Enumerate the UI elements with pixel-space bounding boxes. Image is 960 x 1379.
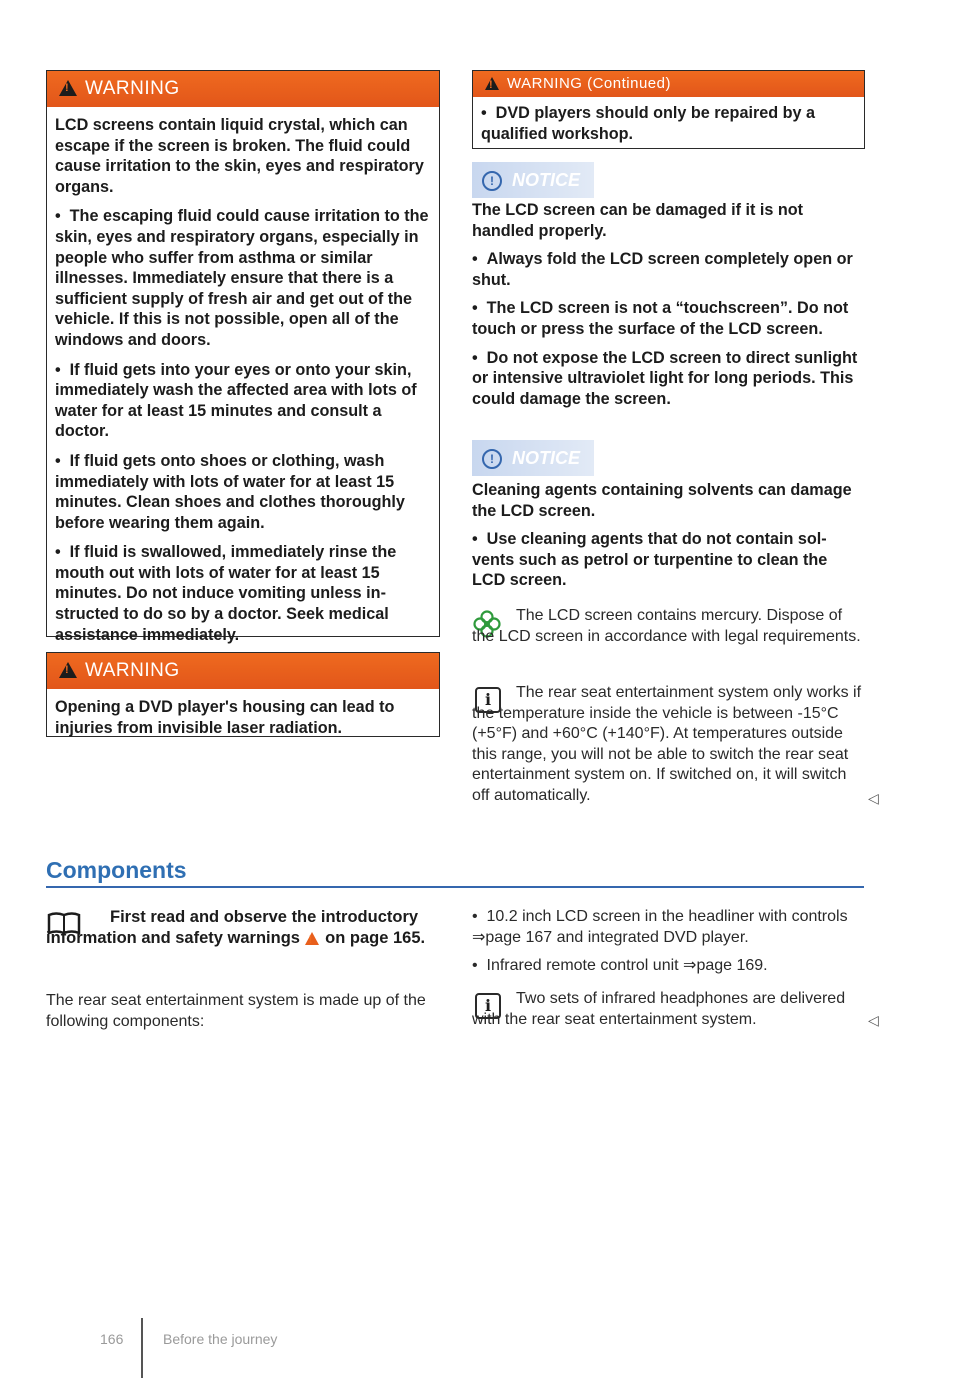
read-first-text: First read and observe the introductory information and safety warnings — [46, 908, 419, 947]
notice-bullet-text: Do not expose the LCD screen to direct sunlight or intensive ultraviolet light for long periods. This could damage the screen. — [472, 348, 858, 408]
warning-bullet: • If fluid gets onto shoes or clothing, wash immediately with lots of water for at least 15 minutes. Clean shoes and clothes thoroughly before wearing them again. — [55, 451, 405, 532]
info-note-temperature — [472, 683, 862, 807]
notice-body — [472, 200, 862, 409]
notice-icon: ! — [482, 171, 502, 191]
info-icon: i — [475, 993, 501, 1019]
warning-box-lcd — [46, 70, 440, 644]
notice-heading: NOTICE — [512, 170, 581, 190]
warning-header — [47, 71, 439, 107]
notice-intro: Cleaning agents containing solvents can damage the LCD screen. — [472, 481, 852, 520]
environment-note-text: The LCD screen contains mercury. Dispose of the LCD screen in accordance with legal requirements. — [472, 607, 861, 645]
info-note-text: The rear seat entertainment system only works if the temperature inside the vehicle is between -15°C (+5°F) and +60°C (+140°F). At temperatures outside this range, you will not be able to switch the rear seat entertainment system on. If switched on, it will switch off automatically. — [472, 684, 862, 804]
warning-triangle-icon — [59, 80, 77, 96]
read-first-page-link[interactable]: on page 165. — [325, 928, 426, 947]
footer-divider — [141, 1318, 143, 1378]
warning-heading: WARNING (Continued) — [507, 75, 671, 92]
info-note-headphones — [472, 989, 862, 1030]
environment-note — [472, 606, 862, 647]
components-intro: The rear seat entertainment system is made up of the following components: — [46, 992, 426, 1030]
warning-bullet-text: The escaping fluid could cause irritation to the skin, eyes and respiratory organs, especially in people who suffer from asthma or similar illnesses. Immediately ensure that there is a sufficient supply of fresh air and get out of the vehicle. If this is not possible, open all of the windows and doors. — [55, 207, 429, 349]
section-rule — [46, 886, 864, 888]
warning-bullet-text: If fluid gets into your eyes or onto your skin, immediately wash the affected area with lots of water for at least 15 minutes and consult a doctor. — [55, 360, 417, 441]
section-title: Components — [46, 857, 187, 883]
info-icon: i — [475, 687, 501, 713]
warning-body — [473, 97, 864, 152]
warning-body — [47, 689, 439, 746]
warning-bullet: • The escaping fluid could cause irritation to the skin, eyes and respiratory organs, especially in people who suffer from asthma or similar illnesses. Immediately ensure that there is a sufficient supply of fresh air and get out of the vehicle. If this is not possible, open all of the windows and doors. — [55, 207, 429, 349]
warning-bullet-text: If fluid is swallowed, immediately rinse the mouth out with lots of water for at least 15 minutes. Do not induce vomiting unless instructed to do so by a doctor. Seek medical assistance immediately. — [55, 543, 397, 644]
info-note-text: Two sets of infrared headphones are delivered with the rear seat entertainment system. — [472, 990, 846, 1028]
notice-body — [472, 480, 862, 591]
notice-intro: The LCD screen can be damaged if it is not handled properly. — [472, 201, 804, 240]
warning-bullet: • If fluid is swallowed, immediately rinse the mouth out with lots of water for at least 15 minutes. Do not induce vomiting unless instructed to do so by a doctor. Seek medical assistance immediately. — [55, 543, 397, 644]
notice-bullet: • Always fold the LCD screen completely open or shut. — [472, 250, 853, 289]
warning-bullet-text: If fluid gets onto shoes or clothing, wash immediately with lots of water for at least 15 minutes. Clean shoes and clothes thoroughly before wearing them again. — [55, 451, 405, 532]
warning-text: Opening a DVD player's housing can lead to injuries from invisible laser radiation. — [55, 698, 395, 737]
warning-triangle-icon — [485, 77, 499, 90]
notice-bullet-text: Use cleaning agents that do not contain solvents such as petrol or turpentine to clean the LCD screen. — [472, 530, 828, 590]
components-list — [472, 907, 864, 977]
components-list-item: • Infrared remote control unit ⇒page 169. — [472, 957, 768, 975]
warning-bullet: • DVD players should only be repaired by a qualified workshop. — [481, 104, 816, 143]
notice-bullet: • Do not expose the LCD screen to direct sunlight or intensive ultraviolet light for long periods. This could damage the screen. — [472, 348, 858, 408]
footer-section: Before the journey — [163, 1331, 278, 1347]
notice-heading: NOTICE — [512, 448, 581, 468]
warning-triangle-icon — [59, 662, 77, 678]
notice-header — [472, 440, 594, 476]
end-marker-icon: ◁ — [868, 790, 879, 806]
warning-header — [47, 653, 439, 689]
components-list-item: • 10.2 inch LCD screen in the headliner with controls ⇒page 167 and integrated DVD player. — [472, 908, 848, 946]
components-list-item-text: 10.2 inch LCD screen in the headliner with controls ⇒page 167 and integrated DVD player. — [472, 908, 848, 946]
read-first-note — [46, 907, 438, 948]
warning-box-continued — [472, 70, 865, 149]
notice-bullet: • Use cleaning agents that do not contain solvents such as petrol or turpentine to clean the LCD screen. — [472, 530, 828, 590]
notice-bullet-text: Always fold the LCD screen completely open or shut. — [472, 250, 853, 289]
warning-bullet-text: DVD players should only be repaired by a qualified workshop. — [481, 104, 816, 143]
warning-heading: WARNING — [85, 78, 180, 99]
end-marker-icon: ◁ — [868, 1012, 879, 1028]
notice-icon: ! — [482, 449, 502, 469]
warning-intro: LCD screens contain liquid crystal, which can escape if the screen is broken. The fluid could cause irritation to the skin, eyes and respiratory organs. — [55, 116, 424, 196]
warning-box-laser — [46, 652, 440, 737]
warning-bullet: • If fluid gets into your eyes or onto your skin, immediately wash the affected area with lots of water for at least 15 minutes and consult a doctor. — [55, 360, 417, 441]
warning-header — [473, 71, 864, 97]
notice-bullet: • The LCD screen is not a “touchscreen”. Do not touch or press the surface of the LCD screen. — [472, 299, 849, 338]
footer-page-number: 166 — [100, 1331, 124, 1347]
warning-heading: WARNING — [85, 660, 180, 681]
warning-triangle-icon — [305, 932, 319, 945]
notice-bullet-text: The LCD screen is not a “touchscreen”. Do not touch or press the surface of the LCD screen. — [472, 299, 849, 338]
warning-body — [47, 107, 439, 653]
notice-header — [472, 162, 594, 198]
components-list-item-text: Infrared remote control unit ⇒page 169. — [486, 957, 768, 975]
